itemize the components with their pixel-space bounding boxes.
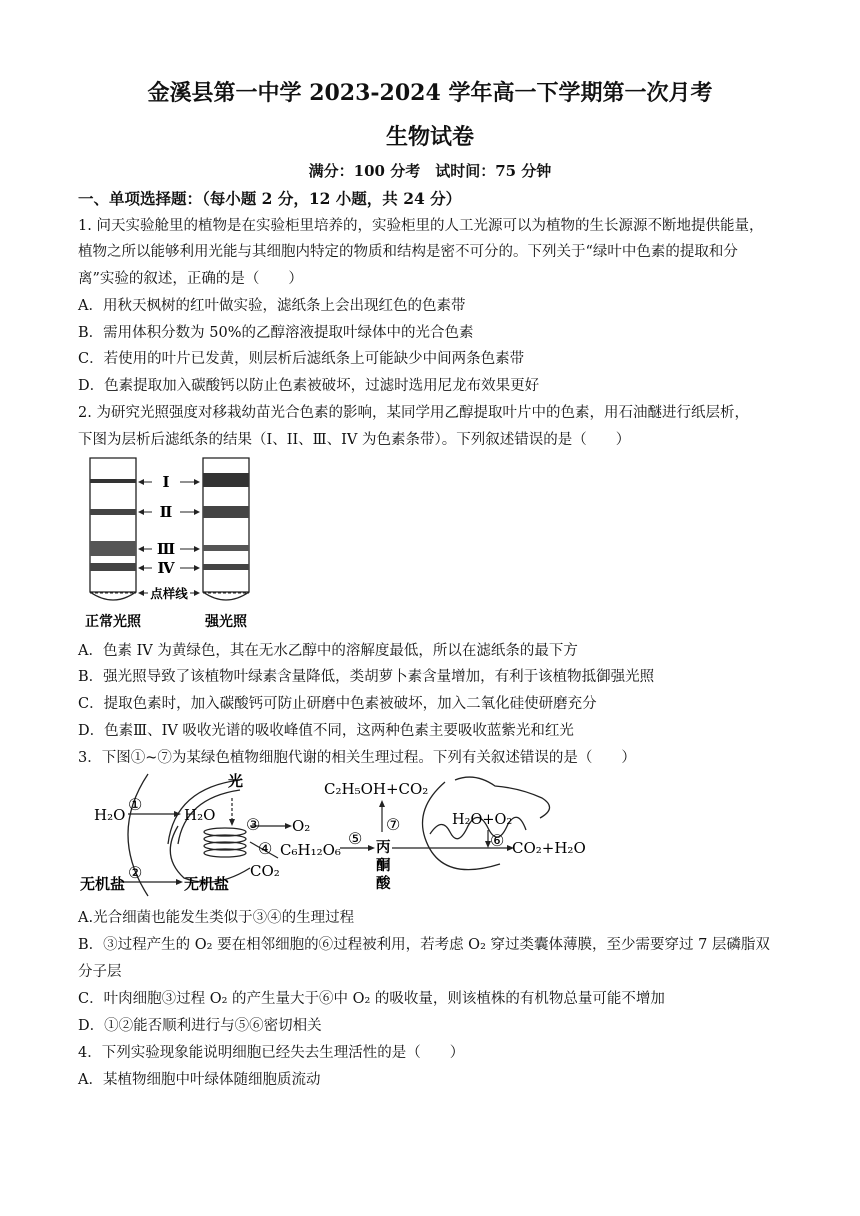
band-I bbox=[90, 479, 136, 483]
water-inner: H₂O bbox=[184, 806, 216, 824]
origin-line-label: 点样线 bbox=[150, 586, 188, 601]
band-IV bbox=[90, 563, 136, 571]
q4-option-a: A．某植物细胞中叶绿体随细胞质流动 bbox=[78, 1072, 321, 1088]
q1-stem-line: 离”实验的叙述，正确的是（ ） bbox=[78, 271, 303, 287]
metabolism-figure bbox=[80, 768, 620, 900]
band-label-I: Ⅰ bbox=[162, 473, 170, 491]
salt-left-label: 无机盐 bbox=[80, 875, 126, 893]
water-left: H₂O bbox=[94, 806, 126, 824]
strong-light-caption: 强光照 bbox=[205, 614, 247, 630]
pyruvate-label: 酸 bbox=[376, 875, 391, 892]
step-1: ① bbox=[128, 795, 143, 814]
q3-option-b: B．③过程产生的 O₂ 要在相邻细胞的⑥过程被利用，若考虑 O₂ 穿过类囊体薄膜，至少需要穿过 7 层磷脂双 bbox=[78, 937, 770, 953]
q2-stem-line: 下图为层析后滤纸条的结果（I、II、Ⅲ、IV 为色素条带）。下列叙述错误的是（ ） bbox=[78, 432, 631, 448]
band-I bbox=[203, 473, 249, 487]
product-label: CO₂+H₂O bbox=[512, 839, 586, 857]
q1-option-a: A．用秋天枫树的红叶做实验，滤纸条上会出现红色的色素带 bbox=[78, 298, 466, 314]
q1-option-b: B．需用体积分数为 50%的乙醇溶液提取叶绿体中的光合色素 bbox=[78, 325, 474, 341]
q3-stem-line: 3．下图①~⑦为某绿色植物细胞代谢的相关生理过程。下列有关叙述错误的是（ ） bbox=[78, 750, 636, 766]
q2-option-d: D．色素Ⅲ、IV 吸收光谱的吸收峰值不同，这两种色素主要吸收蓝紫光和红光 bbox=[78, 723, 574, 739]
band-III bbox=[90, 541, 136, 556]
band-III bbox=[203, 545, 249, 551]
co2-label: CO₂ bbox=[250, 862, 280, 880]
normal-light-strip bbox=[90, 458, 136, 600]
q1-option-c: C．若使用的叶片已发黄，则层析后滤纸条上可能缺少中间两条色素带 bbox=[78, 351, 525, 367]
q3-option-c: C．叶肉细胞③过程 O₂ 的产生量大于⑥中 O₂ 的吸收量，则该植株的有机物总量可能不增加 bbox=[78, 991, 665, 1007]
normal-light-caption: 正常光照 bbox=[85, 614, 141, 630]
band-II bbox=[90, 509, 136, 515]
q4-stem-line: 4．下列实验现象能说明细胞已经失去生理活性的是（ ） bbox=[78, 1045, 465, 1061]
light-label: 光 bbox=[228, 772, 244, 790]
chromatography-figure bbox=[78, 452, 268, 634]
ethanol-label: C₂H₅OH+CO₂ bbox=[324, 780, 429, 798]
subject-title: 生物试卷 bbox=[385, 124, 474, 150]
band-label-II: Ⅱ bbox=[159, 503, 173, 521]
band-II bbox=[203, 506, 249, 518]
step-5: ⑤ bbox=[348, 829, 363, 848]
q2-stem-line: 2. 为研究光照强度对移栽幼苗光合色素的影响，某同学用乙醇提取叶片中的色素，用石油醚进行纸层析， bbox=[78, 405, 749, 421]
q1-option-d: D．色素提取加入碳酸钙以防止色素被破坏，过滤时选用尼龙布效果更好 bbox=[78, 378, 540, 394]
q3-option-a: A.光合细菌也能发生类似于③④的生理过程 bbox=[78, 910, 355, 926]
step-2: ② bbox=[128, 863, 143, 882]
glucose-label: C₆H₁₂O₆ bbox=[280, 841, 341, 859]
salt-right-label: 无机盐 bbox=[184, 875, 230, 893]
section-heading: 一、单项选择题：（每小题 2 分，12 小题，共 24 分） bbox=[78, 189, 462, 208]
q1-stem-line: 1. 问天实验舱里的植物是在实验柜里培养的，实验柜里的人工光源可以为植物的生长源源不断地提供能量， bbox=[78, 218, 764, 234]
arrowheads bbox=[138, 479, 200, 596]
q2-option-a: A．色素 IV 为黄绿色，其在无水乙醇中的溶解度最低，所以在滤纸条的最下方 bbox=[78, 643, 578, 659]
band-label-III: Ⅲ bbox=[156, 540, 176, 558]
water-oxygen-label: H₂O+O₂ bbox=[452, 812, 513, 828]
band-IV bbox=[203, 564, 249, 570]
step-3: ③ bbox=[246, 815, 261, 834]
q2-option-c: C．提取色素时，加入碳酸钙可防止研磨中色素被破坏，加入二氧化硅使研磨充分 bbox=[78, 696, 597, 712]
step-4: ④ bbox=[258, 839, 273, 858]
q2-option-b: B．强光照导致了该植物叶绿素含量降低，类胡萝卜素含量增加，有利于该植物抵御强光照 bbox=[78, 669, 655, 685]
step-7: ⑦ bbox=[386, 815, 401, 834]
exam-meta: 满分：100 分考 试时间：75 分钟 bbox=[308, 162, 552, 180]
q3-option-b-cont: 分子层 bbox=[78, 964, 122, 980]
strong-light-strip bbox=[203, 458, 249, 600]
q1-stem-line: 植物之所以能够利用光能与其细胞内特定的物质和结构是密不可分的。下列关于“绿叶中色素的提取和分 bbox=[78, 244, 738, 260]
exam-title: 金溪县第一中学 2023-2024 学年高一下学期第一次月考 bbox=[147, 80, 713, 106]
oxygen-label: O₂ bbox=[292, 817, 311, 835]
step-6: ⑥ bbox=[490, 831, 505, 850]
q3-option-d: D．①②能否顺利进行与⑤⑥密切相关 bbox=[78, 1018, 322, 1034]
pyruvate-label: 丙 bbox=[376, 839, 391, 856]
pyruvate-label: 酮 bbox=[376, 857, 391, 874]
band-label-IV: Ⅳ bbox=[157, 559, 175, 577]
